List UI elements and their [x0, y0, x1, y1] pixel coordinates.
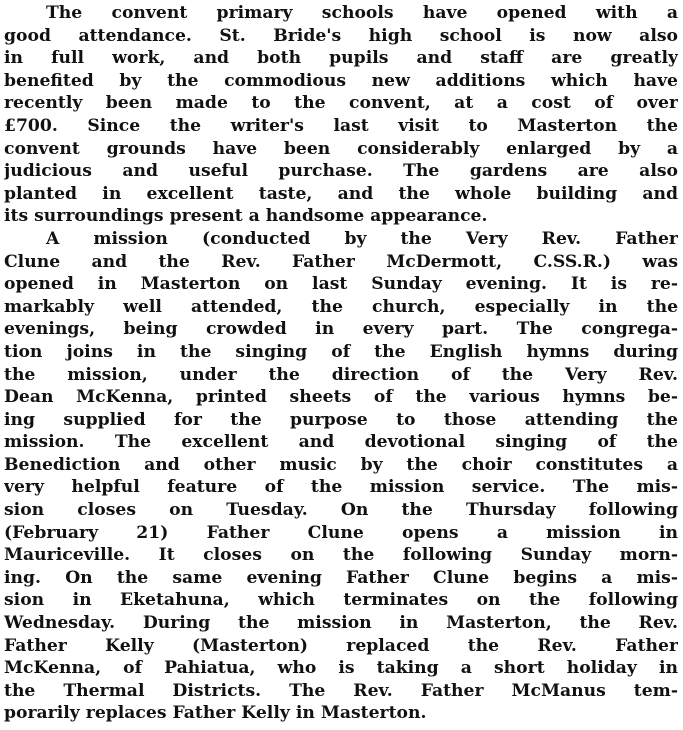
text-line: good attendance. St. Bride's high school is now also	[4, 25, 678, 46]
text-line: McKenna, of Pahiatua, who is taking a short holiday in	[4, 658, 678, 679]
text-line: opened in Masterton on last Sunday evening. It is re-	[4, 274, 678, 295]
text-line: ing supplied for the purpose to those attending the	[4, 409, 678, 430]
article-column	[4, 2, 678, 725]
text-line: A mission (conducted by the Very Rev. Father	[46, 228, 678, 249]
text-line: Benediction and other music by the choir constitutes a	[4, 454, 678, 475]
text-line: benefited by the commodious new additions which have	[4, 70, 678, 91]
paragraph-mission	[4, 228, 678, 725]
text-line: planted in excellent taste, and the whole building and	[4, 183, 678, 204]
text-line: £700. Since the writer's last visit to Masterton the	[4, 115, 678, 136]
text-line: Father Kelly (Masterton) replaced the Rev. Father	[4, 635, 678, 656]
text-line: porarily replaces Father Kelly in Masterton.	[4, 703, 427, 724]
text-line: convent grounds have been considerably enlarged by a	[4, 138, 678, 159]
text-line: Dean McKenna, printed sheets of the various hymns be-	[4, 387, 678, 408]
text-line: (February 21) Father Clune opens a mission in	[4, 522, 678, 543]
text-line: the Thermal Districts. The Rev. Father McManus tem-	[4, 680, 678, 701]
text-line: mission. The excellent and devotional singing of the	[4, 432, 678, 453]
text-line: evenings, being crowded in every part. The congrega-	[4, 319, 678, 340]
text-line: Wednesday. During the mission in Masterton, the Rev.	[4, 613, 678, 634]
paragraph-schools	[4, 2, 678, 228]
text-line: sion in Eketahuna, which terminates on the following	[4, 590, 678, 611]
text-line: Mauriceville. It closes on the following Sunday morn-	[4, 545, 678, 566]
text-line: in full work, and both pupils and staff are greatly	[4, 48, 678, 69]
text-line: ing. On the same evening Father Clune begins a mis-	[4, 567, 678, 588]
text-line: The convent primary schools have opened with a	[46, 3, 678, 23]
text-line: very helpful feature of the mission service. The mis-	[4, 477, 678, 498]
text-line: its surroundings present a handsome appearance.	[4, 206, 488, 227]
text-line: the mission, under the direction of the Very Rev.	[4, 364, 678, 385]
text-line: Clune and the Rev. Father McDermott, C.SS.R.) was	[4, 251, 678, 272]
text-line: judicious and useful purchase. The gardens are also	[4, 161, 678, 182]
text-line: recently been made to the convent, at a cost of over	[4, 93, 678, 114]
text-line: sion closes on Tuesday. On the Thursday following	[4, 500, 678, 521]
text-line: tion joins in the singing of the English hymns during	[4, 341, 678, 362]
text-line: markably well attended, the church, especially in the	[4, 296, 678, 317]
